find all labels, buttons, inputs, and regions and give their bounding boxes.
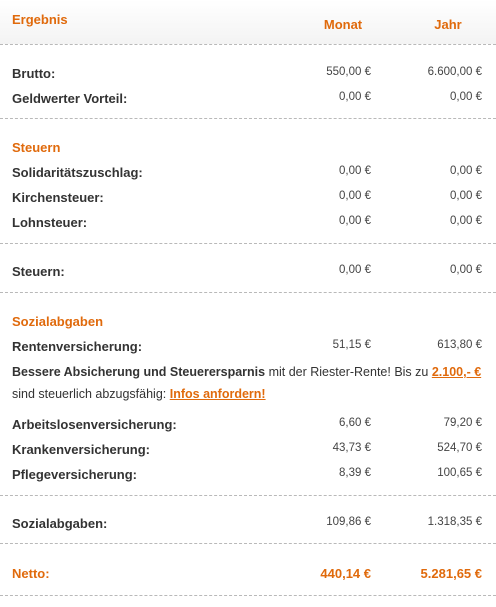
month-value: 0,00 € xyxy=(339,165,371,177)
row-label: Pflegeversicherung: xyxy=(12,467,137,482)
netto-year-value: 5.281,65 € xyxy=(420,566,482,581)
riester-promo xyxy=(12,361,482,405)
month-value: 43,73 € xyxy=(332,442,371,454)
year-value: 100,65 € xyxy=(437,467,482,479)
year-value: 524,70 € xyxy=(437,442,482,454)
krankenversicherung-row xyxy=(0,442,496,460)
netto-row xyxy=(0,566,496,584)
column-header-year: Jahr xyxy=(434,17,462,32)
divider xyxy=(0,595,496,596)
sozialabgaben-total-row xyxy=(0,516,496,534)
kirchensteuer-row xyxy=(0,190,496,208)
year-value: 79,20 € xyxy=(443,417,482,429)
column-header-month: Monat xyxy=(323,17,363,32)
netto-label: Netto: xyxy=(12,566,50,581)
row-label: Arbeitslosenversicherung: xyxy=(12,417,177,432)
divider xyxy=(0,495,496,496)
row-label: Lohnsteuer: xyxy=(12,215,88,230)
rentenversicherung-row xyxy=(0,339,496,357)
row-label: Brutto: xyxy=(12,66,56,81)
row-label: Sozialabgaben: xyxy=(12,516,108,531)
year-value: 0,00 € xyxy=(450,264,482,276)
soli-row xyxy=(0,165,496,183)
row-label: Solidaritätszuschlag: xyxy=(12,165,143,180)
promo-text: sind steuerlich abzugsfähig: xyxy=(12,387,170,401)
promo-text: mit der Riester-Rente! Bis zu xyxy=(265,365,432,379)
year-value: 1.318,35 € xyxy=(427,516,482,528)
month-value: 8,39 € xyxy=(339,467,371,479)
divider xyxy=(0,118,496,119)
month-value: 6,60 € xyxy=(339,417,371,429)
divider xyxy=(0,292,496,293)
row-label: Krankenversicherung: xyxy=(12,442,150,457)
month-value: 0,00 € xyxy=(339,215,371,227)
lohnsteuer-row xyxy=(0,215,496,233)
month-value: 51,15 € xyxy=(332,339,371,351)
result-header xyxy=(0,0,496,45)
steuern-total-row xyxy=(0,264,496,282)
month-value: 109,86 € xyxy=(326,516,371,528)
year-value: 0,00 € xyxy=(450,190,482,202)
netto-month-value: 440,14 € xyxy=(320,566,371,581)
month-value: 0,00 € xyxy=(339,264,371,276)
result-title: Ergebnis xyxy=(12,12,68,27)
geldwerter-vorteil-row xyxy=(0,91,496,109)
riester-amount-link[interactable]: 2.100,- € xyxy=(431,365,482,379)
month-value: 0,00 € xyxy=(339,190,371,202)
row-label: Rentenversicherung: xyxy=(12,339,143,354)
year-value: 6.600,00 € xyxy=(427,66,482,78)
month-value: 550,00 € xyxy=(326,66,371,78)
year-value: 0,00 € xyxy=(450,91,482,103)
pflegeversicherung-row xyxy=(0,467,496,485)
divider xyxy=(0,543,496,544)
section-title-steuern: Steuern xyxy=(12,140,61,155)
row-label: Geldwerter Vorteil: xyxy=(12,91,128,106)
promo-headline: Bessere Absicherung und Steuerersparnis xyxy=(12,365,266,379)
row-label: Kirchensteuer: xyxy=(12,190,104,205)
divider xyxy=(0,243,496,244)
month-value: 0,00 € xyxy=(339,91,371,103)
arbeitslosenversicherung-row xyxy=(0,417,496,435)
year-value: 613,80 € xyxy=(437,339,482,351)
infos-anfordern-link[interactable]: Infos anfordern! xyxy=(169,387,266,401)
year-value: 0,00 € xyxy=(450,215,482,227)
section-title-sozialabgaben: Sozialabgaben xyxy=(12,314,104,329)
year-value: 0,00 € xyxy=(450,165,482,177)
row-label: Steuern: xyxy=(12,264,65,279)
brutto-row xyxy=(0,66,496,84)
